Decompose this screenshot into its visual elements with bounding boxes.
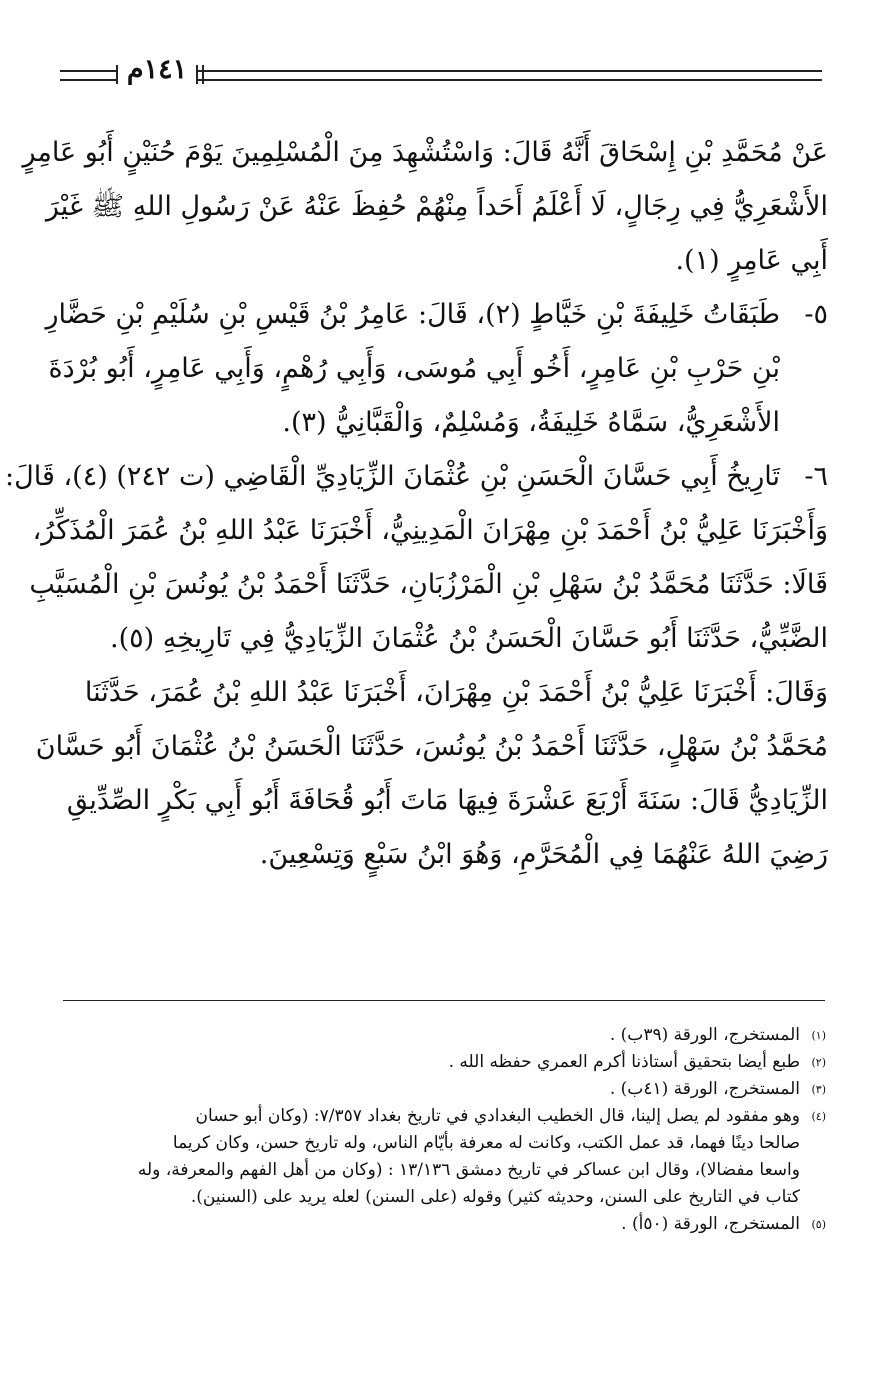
page-header [60, 54, 822, 92]
text-line: الأَشْعَرِيُّ، سَمَّاهُ خَلِيفَةُ، وَمُسْلِمٌ، وَالْقَبَّانِيُّ (٣). [282, 407, 780, 438]
footnote [56, 1022, 826, 1049]
footnote-text: صالحا دينًا فهما، قد عمل الكتب، وكانت له معرفة بأيّام الناس، وله تاريخ حسن، وكان كريما [172, 1133, 800, 1153]
text-line: قَالَا: حَدَّثَنَا مُحَمَّدُ بْنُ سَهْلِ بْنِ الْمَرْزُبَانِ، حَدَّثَنَا أَحْمَدُ بْنُ يُونُسَ بْنِ الْمُسَيَّبِ [29, 569, 828, 600]
footnote-mark: (٢) [811, 1056, 826, 1069]
page-number: ١٤١م [126, 54, 188, 85]
item-6-first-line [5, 450, 828, 504]
text-line: بْنِ حَرْبِ بْنِ عَامِرٍ، أَخُو أَبِي مُوسَى، وَأَبِي رُهْمٍ، وَأَبِي عَامِرٍ، أَبُو بُرْدَةَ [48, 353, 780, 384]
text-line: وَأَخْبَرَنَا عَلِيُّ بْنُ أَحْمَدَ بْنِ مِهْرَانَ الْمَدِينِيُّ، أَخْبَرَنَا عَبْدُ اللهِ بْنُ عُمَرَ الْمُذَكِّرُ، [32, 515, 828, 546]
footnote-mark: (٤) [811, 1110, 826, 1123]
footnote-separator [63, 1000, 825, 1001]
footnote-text: كتاب في التاريخ على السنن، وحديثه كثير) وقوله (على السنن) لعله يريد على (السنين). [190, 1187, 800, 1207]
text-line: أَبِي عَامِرٍ (١). [675, 245, 828, 276]
text-line: تَارِيخُ أَبِي حَسَّانَ الْحَسَنِ بْنِ عُثْمَانَ الزِّيَادِيِّ الْقَاضِي (ت ٢٤٢) (٤)، قَالَ: [5, 461, 780, 492]
text-line: رَضِيَ اللهُ عَنْهُمَا فِي الْمُحَرَّمِ، وَهُوَ ابْنُ سَبْعٍ وَتِسْعِينَ. [259, 839, 828, 870]
footnote-mark: (٣) [811, 1083, 826, 1096]
footnote-text: المستخرج، الورقة (٥٠أ) . [621, 1214, 800, 1234]
footnote-text: وهو مفقود لم يصل إلينا، قال الخطيب البغدادي في تاريخ بغداد ٧/٣٥٧: (وكان أبو حسان [195, 1106, 800, 1126]
footnote-text: المستخرج، الورقة (٣٩ب) . [609, 1025, 800, 1045]
footnote [56, 1049, 826, 1076]
header-rule-left [60, 70, 118, 81]
text-line: الأَشْعَرِيُّ فِي رِجَالٍ، لَا أَعْلَمُ أَحَداً مِنْهُمْ حُفِظَ عَنْهُ عَنْ رَسُولِ اللهِ ﷺ غَيْرَ [45, 191, 828, 222]
text-line: طَبَقَاتُ خَلِيفَةَ بْنِ خَيَّاطٍ (٢)، قَالَ: عَامِرُ بْنُ قَيْسِ بْنِ سُلَيْمِ بْنِ حَضَّارِ [45, 299, 780, 330]
footnote [56, 1211, 826, 1238]
footnote [56, 1076, 826, 1103]
footnote [56, 1103, 826, 1211]
header-rule-right [196, 70, 822, 81]
main-text [5, 126, 828, 882]
text-line: مُحَمَّدُ بْنُ سَهْلٍ، حَدَّثَنَا أَحْمَدُ بْنُ يُونُسَ، حَدَّثَنَا الْحَسَنُ بْنُ عُثْمَانَ أَبُو حَسَّانَ [35, 731, 828, 762]
footnote-text: واسعا مفضالا)، وقال ابن عساكر في تاريخ دمشق ١٣/١٣٦ : (وكان من أهل الفهم والمعرفة، وله [137, 1160, 800, 1180]
item-5-first-line [45, 288, 828, 342]
footnote-text: طبع أيضا بتحقيق أستاذنا أكرم العمري حفظه الله . [448, 1052, 800, 1072]
footnote-mark: (١) [811, 1029, 826, 1042]
item-number: ٥- [804, 299, 828, 330]
footnote-text: المستخرج، الورقة (٤١ب) . [609, 1079, 800, 1099]
footnote-mark: (٥) [811, 1218, 826, 1231]
text-line: وَقَالَ: أَخْبَرَنَا عَلِيُّ بْنُ أَحْمَدَ بْنِ مِهْرَانَ، أَخْبَرَنَا عَبْدُ اللهِ بْنُ عُمَرَ، حَدَّثَنَا [84, 677, 828, 708]
text-line: الضَّبِّيُّ، حَدَّثَنَا أَبُو حَسَّانَ الْحَسَنُ بْنُ عُثْمَانَ الزِّيَادِيُّ فِي تَارِيخِهِ (٥). [110, 623, 828, 654]
text-line: عَنْ مُحَمَّدِ بْنِ إِسْحَاقَ أَنَّهُ قَالَ: وَاسْتُشْهِدَ مِنَ الْمُسْلِمِينَ يَوْمَ حُنَيْنٍ أَبُو عَامِرٍ [22, 137, 828, 168]
text-line: الزِّيَادِيُّ قَالَ: سَنَةَ أَرْبَعَ عَشْرَةَ فِيهَا مَاتَ أَبُو قُحَافَةَ أَبُو أَبِي بَكْرٍ الصِّدِّيقِ [66, 785, 828, 816]
item-number: ٦- [804, 461, 828, 492]
